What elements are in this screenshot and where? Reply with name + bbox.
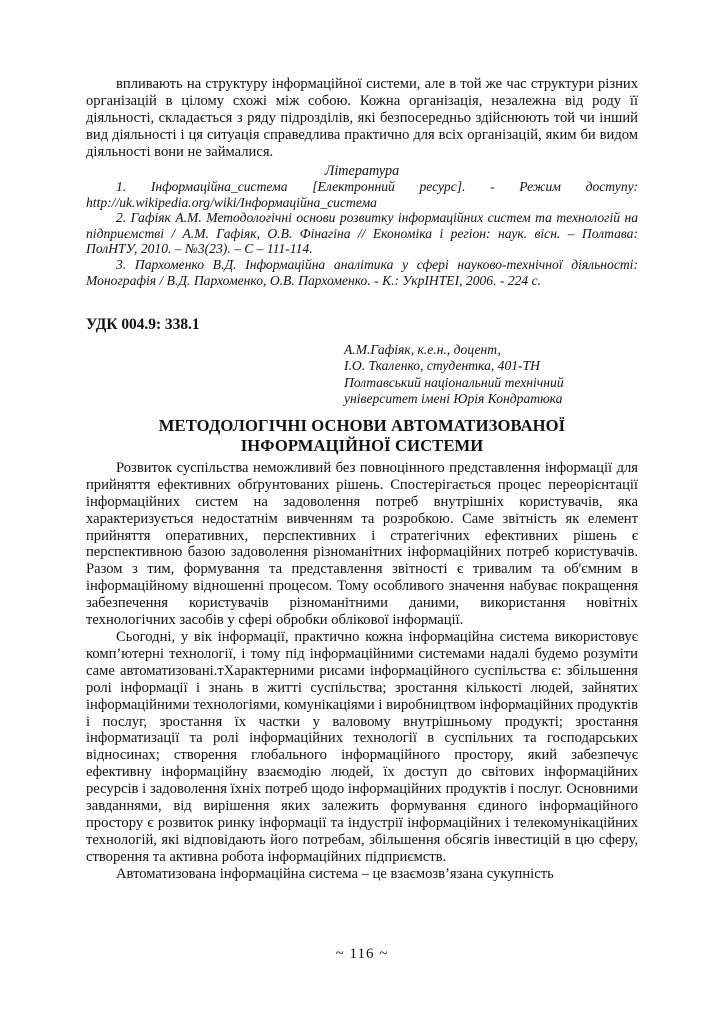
article-title bbox=[86, 416, 638, 456]
page-content bbox=[86, 76, 638, 883]
references-heading: Література bbox=[324, 162, 400, 179]
udc-code: УДК 004.9: 338.1 bbox=[86, 316, 200, 334]
reference-item: 2. Гафіяк А.М. Методологічні основи розвитку інформаційних систем та технологій на підприємстві / А.М. Гафіяк, О.В. Фінагіна // Економіка і регіон: наук. вісн. – Полтава: ПолНТУ, 2010. – №3(23). – С – 111-114. bbox=[86, 210, 638, 257]
author-line: І.О. Ткаленко, студентка, 401-ТН bbox=[344, 358, 540, 374]
reference-item: 1. Інформаційна_система [Електронний ресурс]. - Режим доступу: http://uk.wikipedia.org/wiki/Інформаційна_система bbox=[86, 178, 638, 210]
article-title-line: ІНФОРМАЦІЙНОЇ СИСТЕМИ bbox=[240, 435, 484, 455]
reference-item: 3. Пархоменко В.Д. Інформаційна аналітика у сфері науково-технічної діяльності: Монографія / В.Д. Пархоменко, О.В. Пархоменко. - К.: УкрІНТЕІ, 2006. - 224 с. bbox=[86, 256, 638, 288]
author-line: А.М.Гафіяк, к.е.н., доцент, bbox=[344, 342, 501, 358]
continued-paragraph: впливають на структуру інформаційної системи, але в той же час структури різних організацій в цілому схожі між собою. Кожна організація, незалежна від роду її діяльності, складається з ряду підрозділів, які безпосередньо здійснюють той чи інший вид діяльності і ця ситуація справедлива практично для всіх організацій, яким би видом діяльності вони не займалися. bbox=[86, 76, 638, 160]
affiliation-line: Полтавський національний технічний bbox=[344, 374, 564, 390]
author-block bbox=[344, 342, 638, 407]
references-list bbox=[86, 179, 638, 288]
body-paragraph-continued: Автоматизована інформаційна система – це взаємозв’язана сукупність bbox=[116, 865, 554, 882]
article-title-line: МЕТОДОЛОГІЧНІ ОСНОВИ АВТОМАТИЗОВАНОЇ bbox=[158, 415, 566, 435]
body-paragraph: Розвиток суспільства неможливий без повноцінного представлення інформації для прийняття ефективних обґрунтованих рішень. Спостерігається процес переорієнтації інформаційних систем на задоволення потреб внутрішніх користувачів, яка характеризується недостатнім вивченням та розробкою. Саме звітність як елемент прийняття оперативних, перспективних і стратегічних ефективних рішень є перспективною базою задоволення різноманітних інформаційних потреб користувачів. Разом з тим, формування та представлення звітності є тривалим та об'ємним в інформаційному відношенні процесом. Тому особливого значення набуває покращення забезпечення користувачів різноманітними даними, використання новітніх технологічних засобів у сфері обробки облікової інформації. bbox=[86, 459, 638, 629]
body-paragraph: Сьогодні, у вік інформації, практично кожна інформаційна система використовує комп’ютерні технології, і тому під інформаційними системами надалі будемо розуміти саме автоматизовані.тХарактерними рисами інформаційного суспільства є: збільшення ролі інформації і знань в житті суспільства; зростання кількості людей, зайнятих інформаційними технологіями, комунікаціями і виробництвом інформаційних продуктів і послуг, зростання їх частки у валовому внутрішньому продукті; зростання інформатизації та ролі інформаційних технології в суспільних та господарських відносинах; створення глобального інформаційного простору, який забезпечує ефективну інформаційну взаємодію людей, їх доступ до світових інформаційних ресурсів і задоволення їхніх потреб щодо інформаційних продуктів і послуг. Основними завданнями, від вирішення яких залежить формування єдиного інформаційного простору є розвиток ринку інформації та індустрії інформаційних і телекомунікаційних технологій, які відповідають його потребам, збільшення обсягів інвестицій в цю сферу, створення та активна робота інформаційних підприємств. bbox=[86, 628, 638, 865]
affiliation-line: університет імені Юрія Кондратюка bbox=[344, 390, 563, 406]
article-body bbox=[86, 460, 638, 883]
article-header bbox=[86, 316, 638, 456]
page-number: ~ 116 ~ bbox=[335, 946, 389, 962]
